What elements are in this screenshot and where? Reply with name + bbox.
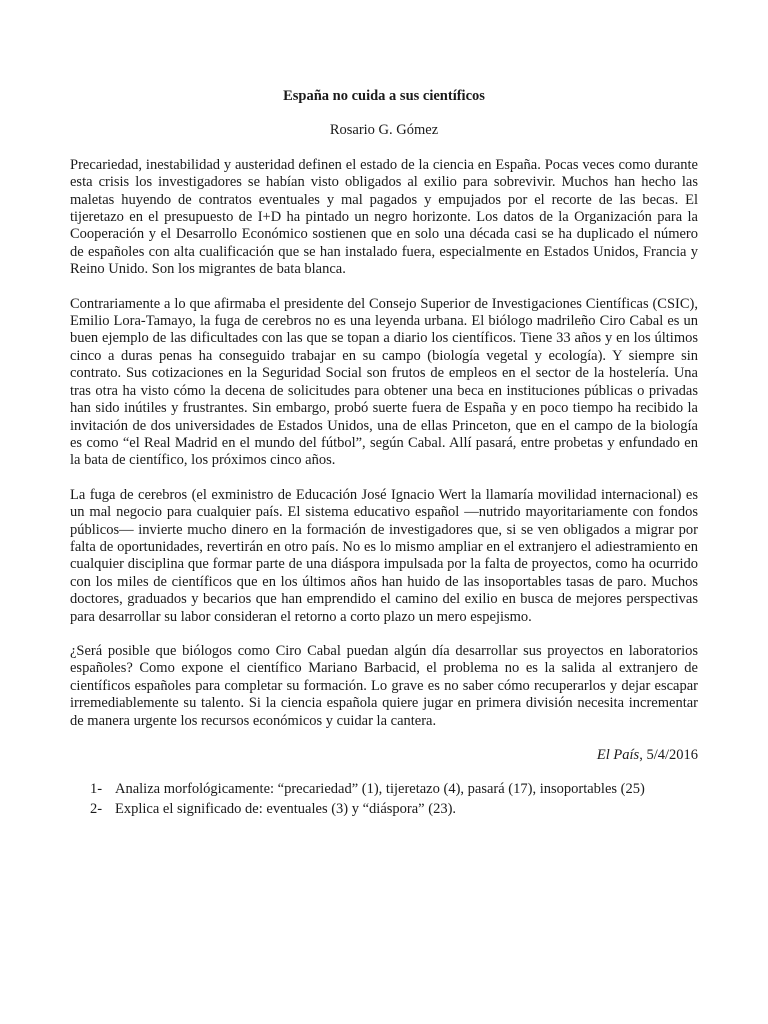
document-page [70, 88, 698, 820]
source-date: , 5/4/2016 [639, 747, 698, 763]
question-list [70, 781, 698, 818]
question-number: 2- [90, 800, 103, 817]
question-text: Explica el significado de: eventuales (3) y “diáspora” (23). [115, 800, 457, 817]
question-number: 1- [90, 781, 103, 798]
source-name: El País [596, 747, 640, 763]
question-item [90, 801, 698, 818]
article-title: España no cuida a sus científicos [283, 88, 485, 104]
paragraph-1: Precariedad, inestabilidad y austeridad definen el estado de la ciencia en España. Pocas veces como durante esta crisis los investigadores se habían visto obligados al exilio para sobrevivir. Muchos han hecho las maletas huyendo de contratos eventuales y mal pagados y empujados por el recorte de las becas. El tijeretazo en el presupuesto de I+D ha pintado un negro horizonte. Los datos de la Organización para la Cooperación y el Desarrollo Económico sostienen que en solo una década casi se ha duplicado el número de españoles con alta cualificación que se han instalado fuera, especialmente en Estados Unidos, Francia y Reino Unido. Son los migrantes de bata blanca. [70, 156, 698, 278]
article-author: Rosario G. Gómez [329, 122, 439, 139]
paragraph-3: La fuga de cerebros (el exministro de Educación José Ignacio Wert la llamaría movilidad internacional) es un mal negocio para cualquier país. El sistema educativo español —nutrido mayoritariamente con fondos públicos— invierte mucho dinero en la formación de investigadores que, si se ven obligados a migrar por falta de oportunidades, revertirán en otro país. No es lo mismo ampliar en el extranjero el adiestramiento en cualquier disciplina que formar parte de una diáspora impulsada por la falta de proyectos, como ha ocurrido con los miles de científicos que en los últimos años han huido de las insoportables tasas de paro. Muchos doctores, graduados y becarios que han emprendido el camino del exilio en busca de mejores perspectivas para desarrollar su labor consideran el retorno a corto plazo un mero espejismo. [70, 486, 698, 625]
question-item [90, 781, 698, 798]
article-source [70, 747, 698, 764]
paragraph-4: ¿Será posible que biólogos como Ciro Cabal puedan algún día desarrollar sus proyectos en laboratorios españoles? Como expone el científico Mariano Barbacid, el problema no es la salida al extranjero de científicos españoles para completar su formación. Lo grave es no saber cómo recuperarlos y dejar escapar irremediablemente su talento. Si la ciencia española quiere jugar en primera división necesita incrementar de manera urgente los recursos económicos y cuidar la cantera. [70, 642, 698, 729]
paragraph-2: Contrariamente a lo que afirmaba el presidente del Consejo Superior de Investigaciones Científicas (CSIC), Emilio Lora-Tamayo, la fuga de cerebros no es una leyenda urbana. El biólogo madrileño Ciro Cabal es un buen ejemplo de las dificultades con las que se topan a diario los científicos. Tiene 33 años y en los últimos cinco a duras penas ha conseguido trabajar en su campo (biología vegetal y ecología). Y siempre sin contrato. Sus cotizaciones en la Seguridad Social son frutos de empleos en el sector de la hostelería. Una tras otra ha visto cómo la decena de solicitudes para obtener una beca en instituciones públicas o privadas han sido inútiles y frustrantes. Sin embargo, probó suerte fuera de España y en poco tiempo ha recibido la invitación de dos universidades de Estados Unidos, una de ellas Princeton, que en el campo de la biología es como “el Real Madrid en el mundo del fútbol”, según Cabal. Allí pasará, entre probetas y enfundado en la bata de científico, los próximos cinco años. [70, 295, 698, 469]
question-text: Analiza morfológicamente: “precariedad” (1), tijeretazo (4), pasará (17), insoportables (25) [115, 781, 645, 798]
